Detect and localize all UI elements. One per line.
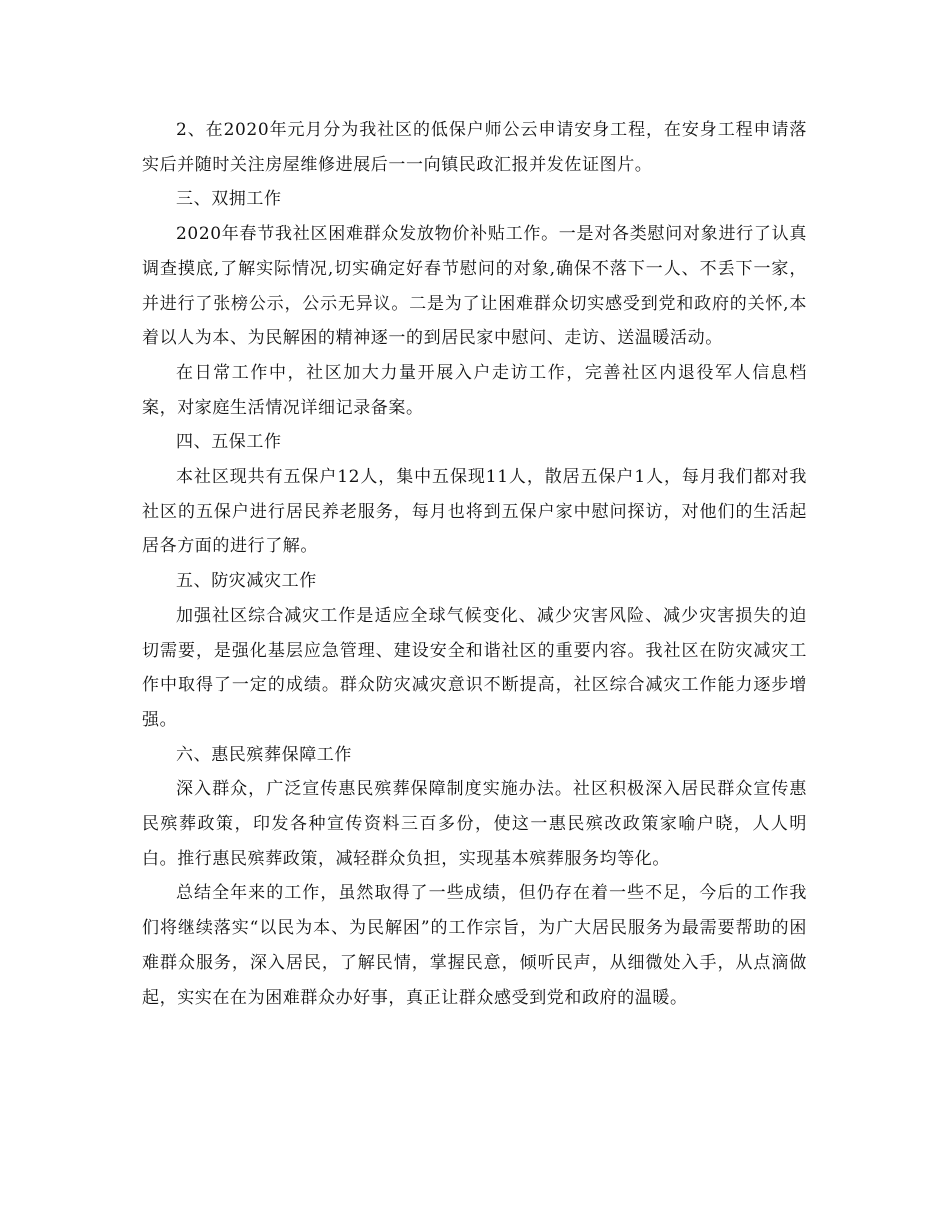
section-heading-shuangyong: 三、双拥工作 [176, 189, 282, 210]
paragraph-item-2: 2、在2020年元月分为我社区的低保户师公云申请安身工程，在安身工程申请落实后并随时关注房屋维修进展后一一向镇民政汇报并发佐证图片。 [142, 120, 807, 175]
paragraph-funeral-policy: 深入群众，广泛宣传惠民殡葬保障制度实施办法。社区积极深入居民群众宣传惠民殡葬政策，印发各种宣传资料三百多份，使这一惠民殡改政策家喻户晓，人人明白。推行惠民殡葬政策，减轻群众负担，实现基本殡葬服务均等化。 [142, 779, 807, 869]
section-heading-disaster-prevention: 五、防灾减灾工作 [176, 571, 317, 592]
section-heading-wubao: 四、五保工作 [176, 432, 282, 453]
document-body [142, 113, 807, 1015]
paragraph-summary: 总结全年来的工作，虽然取得了一些成绩，但仍存在着一些不足，今后的工作我们将继续落实“以民为本、为民解困”的工作宗旨，为广大居民服务为最需要帮助的困难群众服务，深入居民，了解民情，掌握民意，倾听民声，从细微处入手，从点滴做起，实实在在为困难群众办好事，真正让群众感受到党和政府的温暖。 [142, 883, 807, 1008]
paragraph-spring-subsidy: 2020年春节我社区困难群众发放物价补贴工作。一是对各类慰问对象进行了认真调查摸底,了解实际情况,切实确定好春节慰问的对象,确保不落下一人、不丢下一家，并进行了张榜公示，公示无异议。二是为了让困难群众切实感受到党和政府的关怀,本着以人为本、为民解困的精神逐一的到居民家中慰问、走访、送温暖活动。 [142, 224, 807, 349]
paragraph-wubao-households: 本社区现共有五保户12人，集中五保现11人，散居五保户1人，每月我们都对我社区的五保户进行居民养老服务，每月也将到五保户家中慰问探访，对他们的生活起居各方面的进行了解。 [142, 467, 807, 557]
section-heading-funeral: 六、惠民殡葬保障工作 [176, 744, 352, 765]
paragraph-daily-visits: 在日常工作中，社区加大力量开展入户走访工作，完善社区内退役军人信息档案，对家庭生活情况详细记录备案。 [142, 362, 807, 418]
paragraph-disaster-reduction: 加强社区综合减灾工作是适应全球气候变化、减少灾害风险、减少灾害损失的迫切需要，是强化基层应急管理、建设安全和谐社区的重要内容。我社区在防灾减灾工作中取得了一定的成绩。群众防灾减灾意识不断提高，社区综合减灾工作能力逐步增强。 [142, 605, 807, 730]
